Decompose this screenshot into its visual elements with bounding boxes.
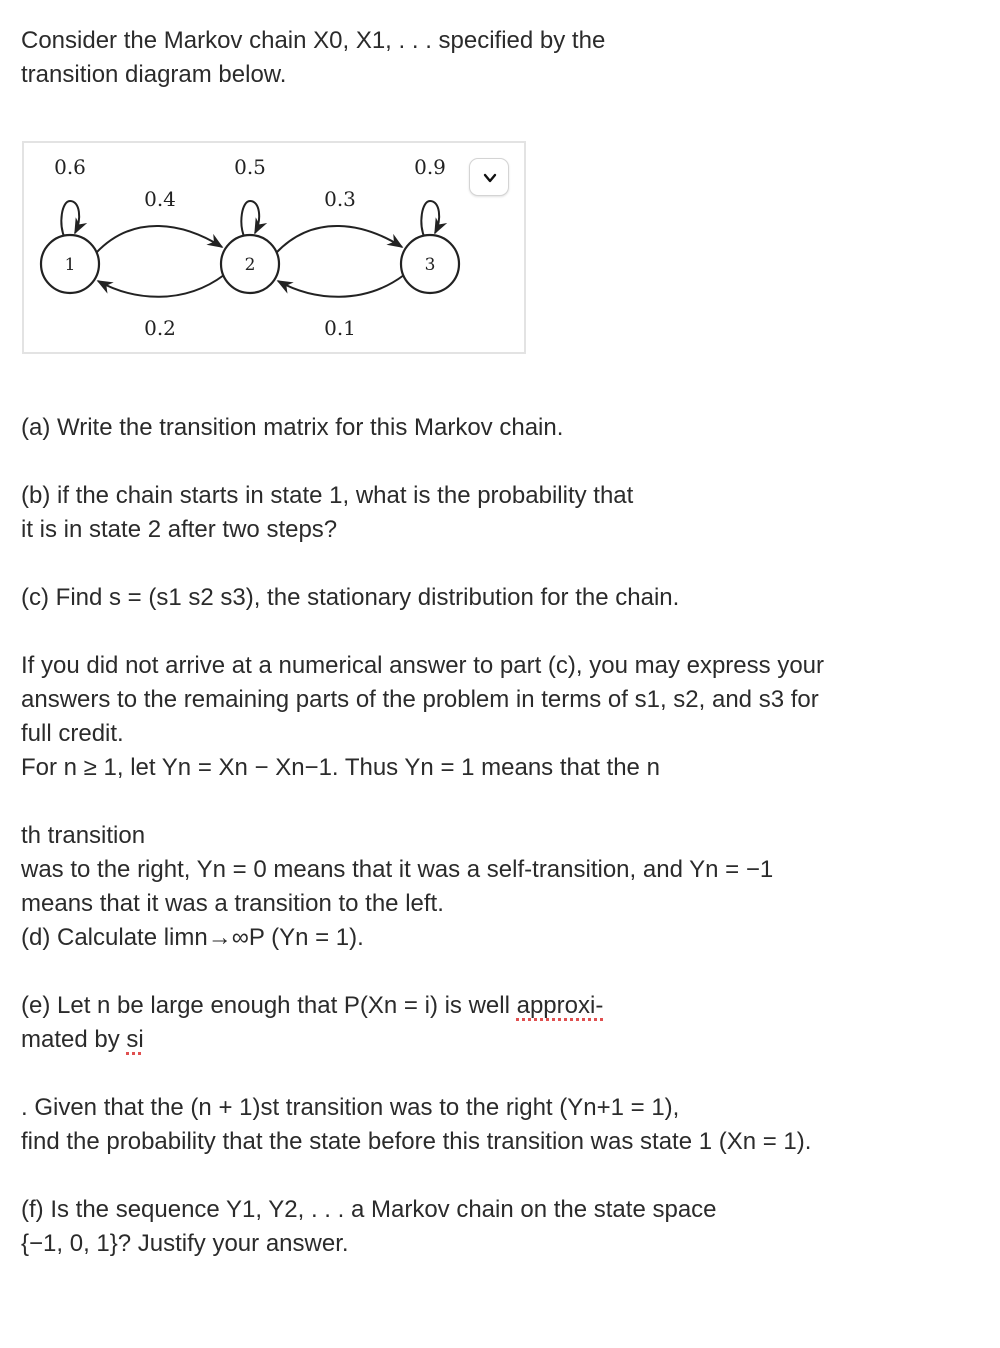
- forward-prob-1-2: 0.4: [144, 187, 176, 211]
- self-loop-prob-1: 0.6: [54, 155, 86, 179]
- part-e-cont-line-2: find the probability that the state before this transition was state 1 (Xn = 1).: [21, 1128, 812, 1155]
- part-e-line-2: [21, 1023, 603, 1057]
- part-e-continued-paragraph: [21, 1091, 811, 1159]
- part-d-line-1: th transition: [21, 822, 146, 849]
- backward-prob-2-1: 0.2: [144, 316, 176, 340]
- edge-2-to-1: [98, 275, 224, 297]
- part-e-line-2-text: mated by: [21, 1026, 127, 1053]
- note-line-1: If you did not arrive at a numerical answer to part (c), you may express your: [21, 652, 825, 679]
- expand-diagram-button[interactable]: [469, 158, 509, 196]
- part-e-line-1: [21, 989, 603, 1023]
- diagram-svg: [24, 143, 528, 356]
- spellcheck-word-si[interactable]: si: [126, 1026, 144, 1053]
- forward-prob-2-3: 0.3: [324, 187, 356, 211]
- state-label-3: 3: [424, 255, 436, 275]
- self-loop-1: [61, 201, 79, 239]
- note-line-4: For n ≥ 1, let Yn = Xn − Xn−1. Thus Yn = 1 means that the n: [21, 754, 660, 781]
- note-line-3: full credit.: [21, 720, 124, 747]
- part-e-line-1-text: (e) Let n be large enough that P(Xn = i) is well: [21, 992, 517, 1019]
- part-d-line-4: (d) Calculate limn→∞P (Yn = 1).: [21, 924, 364, 951]
- state-label-1: 1: [64, 255, 76, 275]
- self-loop-2: [241, 201, 259, 239]
- part-a-line: (a) Write the transition matrix for this Markov chain.: [21, 414, 564, 441]
- transition-diagram: [22, 141, 526, 354]
- edge-1-to-2: [96, 226, 222, 253]
- part-b-line-1: (b) if the chain starts in state 1, what is the probability that: [21, 482, 634, 509]
- intro-line-2: transition diagram below.: [21, 61, 287, 88]
- part-d-line-2: was to the right, Yn = 0 means that it was a self-transition, and Yn = −1: [21, 856, 774, 883]
- part-c-line: (c) Find s = (s1 s2 s3), the stationary distribution for the chain.: [21, 584, 680, 611]
- backward-prob-3-2: 0.1: [324, 316, 356, 340]
- edge-3-to-2: [278, 275, 404, 297]
- part-f-paragraph: [21, 1193, 717, 1261]
- note-line-2: answers to the remaining parts of the problem in terms of s1, s2, and s3 for: [21, 686, 819, 713]
- self-loop-prob-3: 0.9: [414, 155, 446, 179]
- part-f-line-2: {−1, 0, 1}? Justify your answer.: [21, 1230, 349, 1257]
- intro-line-1: Consider the Markov chain X0, X1, . . . specified by the: [21, 27, 606, 54]
- self-loop-3: [421, 201, 439, 239]
- intro-paragraph: [21, 24, 605, 92]
- part-d-line-3: means that it was a transition to the left.: [21, 890, 444, 917]
- part-c-paragraph: [21, 581, 679, 615]
- part-f-line-1: (f) Is the sequence Y1, Y2, . . . a Markov chain on the state space: [21, 1196, 717, 1223]
- edge-2-to-3: [276, 226, 402, 253]
- part-b-line-2: it is in state 2 after two steps?: [21, 516, 338, 543]
- self-loop-prob-2: 0.5: [234, 155, 266, 179]
- part-b-paragraph: [21, 479, 633, 547]
- state-label-2: 2: [244, 255, 256, 275]
- part-d-paragraph: [21, 819, 773, 955]
- part-e-paragraph: [21, 989, 603, 1057]
- part-a-paragraph: [21, 411, 563, 445]
- spellcheck-word-approxi[interactable]: approxi-: [516, 992, 604, 1019]
- chevron-right-icon: [482, 171, 498, 185]
- part-e-cont-line-1: . Given that the (n + 1)st transition was to the right (Yn+1 = 1),: [21, 1094, 680, 1121]
- note-paragraph: [21, 649, 824, 785]
